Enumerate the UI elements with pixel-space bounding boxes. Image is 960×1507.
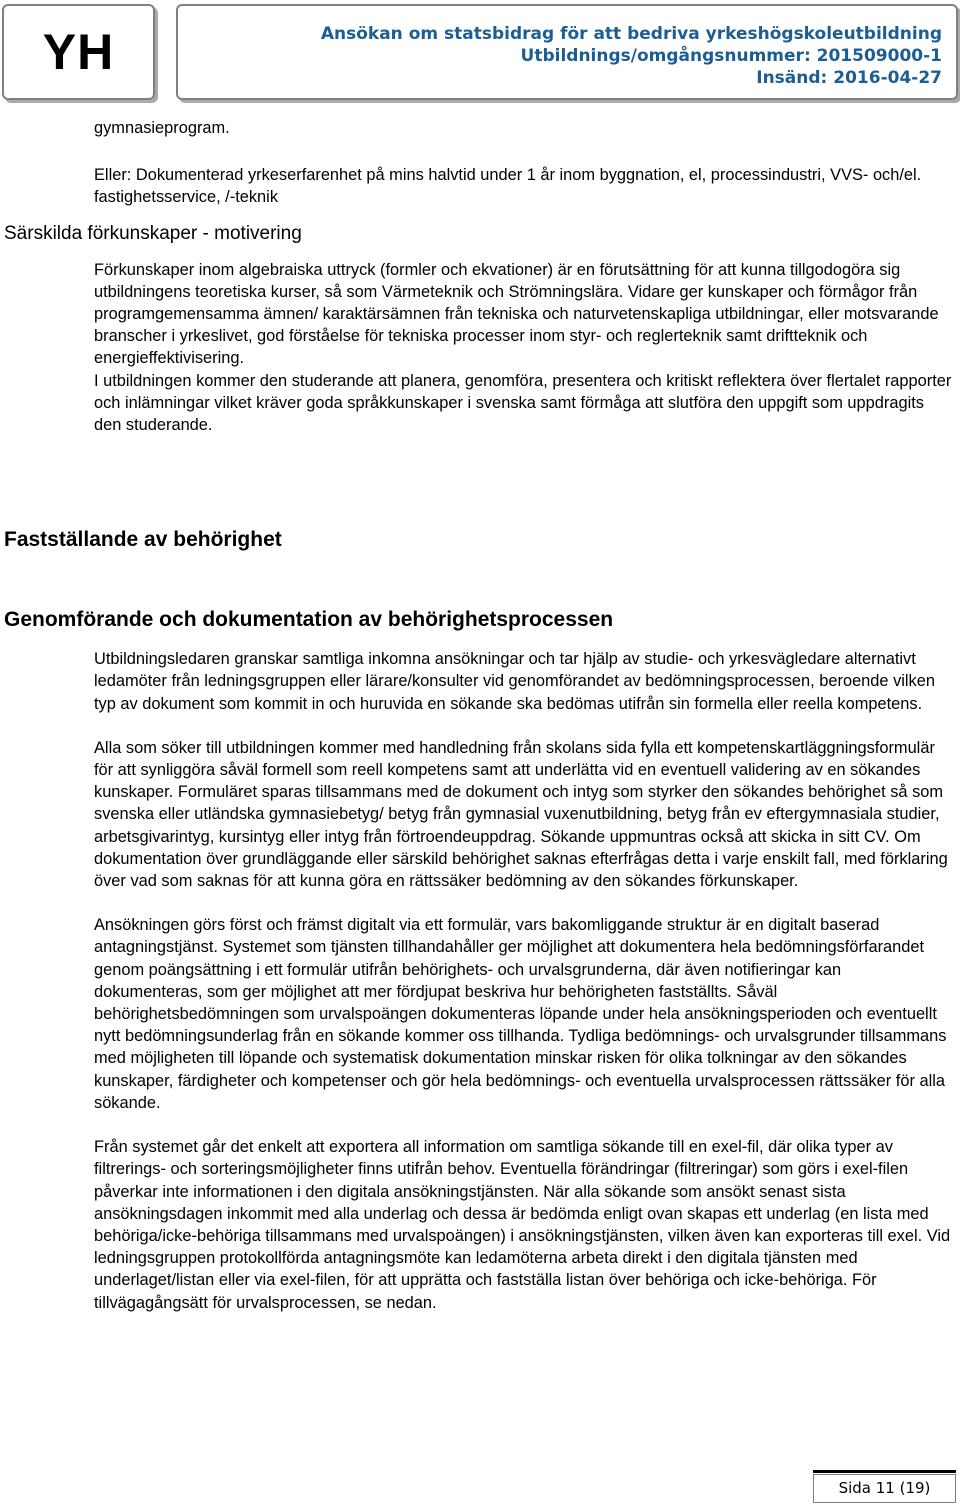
header-number: Utbildnings/omgångsnummer: 201509000-1 xyxy=(520,46,942,66)
process-heading: Genomförande och dokumentation av behörighetsprocessen xyxy=(4,608,614,632)
document-header xyxy=(176,4,958,100)
process-paragraph-2: Alla som söker till utbildningen kommer med handledning från skolans sida fylla ett kompetenskartläggningsformulär för att synliggöra såväl formell som reell kompetens samt att underlätta vid en eventuell validering av en sökandes kunskaper. Formuläret sparas tillsammans med de dokument och intyg som styrker den sökandes behörighet så som svenska eller utländska gymnasiebetyg/ betyg från gymnasial vuxenutbildning, betyg från ev eftergymnasiala studier, arbetsgivarintyg, kursintyg eller intyg från förtroendeuppdrag. Sökande uppmuntras också att skicka in sitt CV. Om dokumentation över grundläggande eller särskild behörighet saknas efterfrågas detta i varje enskilt fall, med förklaring över vad som saknas för att kunna göra en rättssäker bedömning av den sökandes förkunskaper. xyxy=(94,738,948,891)
page-content xyxy=(0,117,958,1314)
intro-paragraph-1: gymnasieprogram. xyxy=(94,119,230,137)
process-paragraph-4: Från systemet går det enkelt att exportera all information om samtliga sökande till en exel-fil, där olika typer av filtrerings- och sorteringsmöjligheter finns utifrån behov. Eventuella förändringar (filtreringar) som görs i exel-filen påverkar inte informationen i den digitala ansökningstjänsten. När alla sökande som ansökt senast sista ansökningsdagen inkommit med alla underlag och dessa är bedömda enligt ovan skapas ett underlag (en lista med behöriga/icke-behöriga tillsammans med urvalspoängen) i ansökningstjänsten, vilken även kan exporteras till exel. Vid ledningsgruppen protokollförda antagningsmöte kan ledamöterna arbeta direkt i den digitala tjänsten med underlaget/listan eller via exel-filen, för att upprätta och fastställa listan över behöriga och icke-behöriga. För tillvägagångsätt för urvalsprocessen, se nedan. xyxy=(94,1138,951,1312)
header-submitted: Insänd: 2016-04-27 xyxy=(756,68,942,88)
special-prerequisites-heading: Särskilda förkunskaper - motivering xyxy=(4,222,302,244)
logo-text: YH xyxy=(42,24,115,80)
special-prerequisites-paragraph-2: I utbildningen kommer den studerande att planera, genomföra, presentera och kritiskt reflektera över flertalet rapporter och inlämningar vilket kräver goda språkkunskaper i svenska samt förmåga att slutföra den uppgift som uppdragits den studerande. xyxy=(94,371,952,435)
page-number: Sida 11 (19) xyxy=(813,1474,956,1503)
process-paragraph-1: Utbildningsledaren granskar samtliga inkomna ansökningar och tar hjälp av studie- och yrkesvägledare alternativt ledamöter från ledningsgruppen eller lärare/konsulter vid genomförandet av bedömningsprocessen, beroende vilken typ av dokument som kommit in och huruvida en sökande ska bedömas utifrån sin formella eller reella kompetens. xyxy=(94,650,935,713)
section-heading: Fastställande av behörighet xyxy=(4,528,282,552)
special-prerequisites-paragraph-1: Förkunskaper inom algebraiska uttryck (formler och ekvationer) är en förutsättning för att kunna tillgodogöra sig utbildningens teoretiska kurser, så som Värmeteknik och Strömningslära. Vidare ger kunskaper och förmågor från programgemensamma ämnen/ karaktärsämnen från tekniska och naturvetenskapliga utbildningar, eller motsvarande branscher i yrkeslivet, god förståelse för tekniska processer inom styr- och reglerteknik samt driftteknik och energieffektivisering. xyxy=(94,260,939,368)
intro-paragraph-2: Eller: Dokumenterad yrkeserfarenhet på mins halvtid under 1 år inom byggnation, el, processindustri, VVS- och/el. fastighetsservice, /-teknik xyxy=(94,166,922,207)
header-title: Ansökan om statsbidrag för att bedriva yrkeshögskoleutbildning xyxy=(320,24,942,44)
yh-logo xyxy=(2,4,155,100)
process-paragraph-3: Ansökningen görs först och främst digitalt via ett formulär, vars bakomliggande struktur är en digitalt baserad antagningstjänst. Systemet som tjänsten tillhandahåller ger möjlighet att dokumentera hela bedömningsförfarandet genom poängsättning i ett formulär utifrån behörighets- och urvalsgrunderna, där även notifieringar kan dokumenteras, som ger möjlighet att mer fördjupat beskriva hur behörigheten fastställts. Såväl behörighetsbedömningen som urvalspoängen dokumenteras löpande under hela ansökningsperioden och eventuellt nytt bedömningsunderlag från en sökande kommer oss tillhanda. Tydliga bedömnings- och urvalsgrunder tillsammans med möjligheten till löpande och systematisk dokumentation minskar risken för olika tolkningar av den sökandes kunskaper, färdigheter och kompetenser och gör hela bedömnings- och eventuella urvalsprocessen rättssäker för alla sökande. xyxy=(94,916,947,1112)
footer-rule xyxy=(813,1470,956,1473)
